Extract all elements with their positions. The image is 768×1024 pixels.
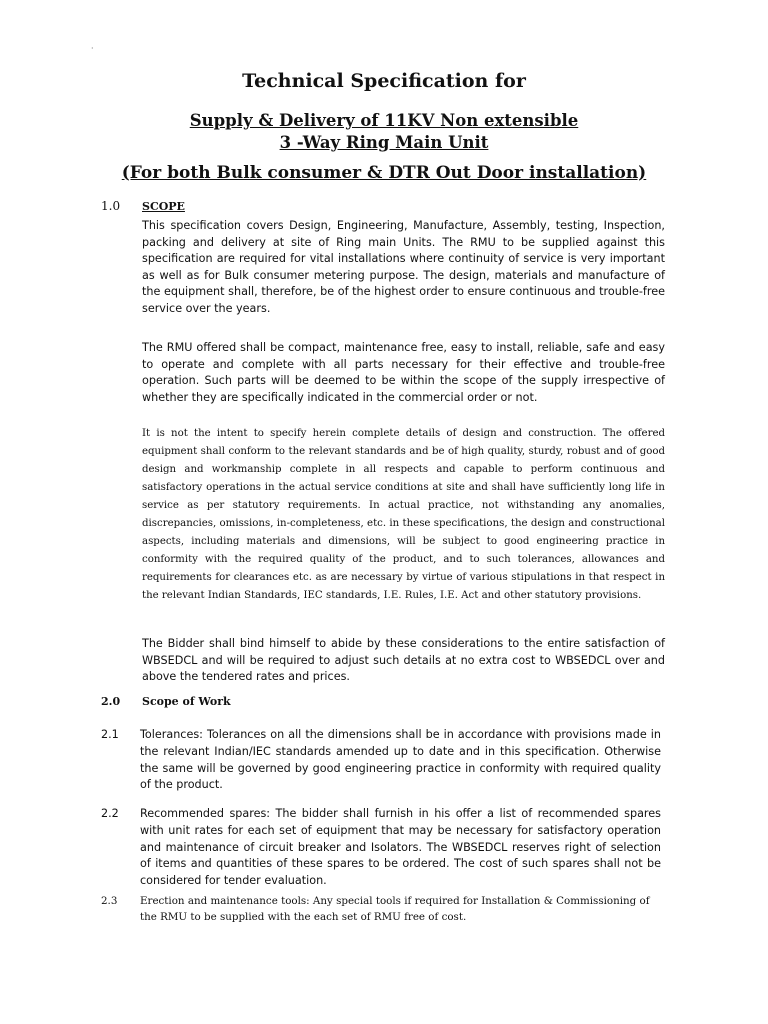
stray-mark: · [91, 44, 94, 53]
scope-paragraph-2: The RMU offered shall be compact, maintenance free, easy to install, reliable, safe and easy to operate and complete with all parts necessary for their effective and trouble-free operation. Such parts will be deemed to be within the scope of the supply irrespective of whether they are specifically indicated in the commercial order or not. [142, 341, 665, 404]
item-number: 2.3 [101, 895, 118, 907]
scope-paragraph-3: It is not the intent to specify herein complete details of design and construction. The offered equipment shall conform to the relevant standards and be of high quality, sturdy, robust and of good design and workmanship complete in all respects and capable to perform continuous and satisfactory operations in the actual service conditions at site and shall have sufficiently long life in service as per statutory requirements. In actual practice, not withstanding any anomalies, discrepancies, omissions, in-completeness, etc. in these specifications, the design and constructional aspects, including materials and dimensions, will be subject to good engineering practice in conformity with the required quality of the product, and to such tolerances, allowances and requirements for clearances etc. as are necessary by virtue of various stipulations in that respect in the relevant Indian Standards, IEC standards, I.E. Rules, I.E. Act and other statutory provisions. [142, 428, 665, 601]
scope-paragraph-4: The Bidder shall bind himself to abide by these considerations to the entire satisfaction of WBSEDCL and will be required to adjust such details at no extra cost to WBSEDCL over and above the tendered rates and prices. [142, 637, 665, 683]
section-number-scope-of-work: 2.0 [101, 695, 121, 708]
list-item [101, 727, 661, 794]
list-item [101, 806, 661, 890]
list-item [101, 894, 661, 925]
item-text: Tolerances: Tolerances on all the dimensions shall be in accordance with provisions made in the relevant Indian/IEC standards amended up to date and in this specification. Otherwise the same will be governed by good engineering practice in conformity with required quality of the product. [140, 728, 661, 792]
document-subtitle-line1: Supply & Delivery of 11KV Non extensible [189, 111, 579, 130]
item-text: Erection and maintenance tools: Any special tools if required for Installation & Commissioning of the RMU to be supplied with the each set of RMU free of cost. [140, 895, 650, 923]
scope-paragraph-1: This specification covers Design, Engineering, Manufacture, Assembly, testing, Inspection, packing and delivery at site of Ring main Units. The RMU to be supplied against this specification are required for vital installations where continuity of service is very important as well as for Bulk consumer metering purpose. The design, materials and manufacture of the equipment shall, therefore, be of the highest order to ensure continuous and trouble-free service over the years. [142, 219, 665, 315]
section-heading-scope: SCOPE [142, 200, 185, 213]
section-number-scope: 1.0 [101, 199, 121, 213]
document-title: Technical Specification for [242, 70, 526, 92]
document-subtitle-line3: (For both Bulk consumer & DTR Out Door installation) [121, 163, 647, 183]
item-text: Recommended spares: The bidder shall furnish in his offer a list of recommended spares with unit rates for each set of equipment that may be necessary for satisfactory operation and maintenance of circuit breaker and Isolators. The WBSEDCL reserves right of selection of items and quantities of these spares to be ordered. The cost of such spares shall not be considered for tender evaluation. [140, 807, 661, 888]
document-subtitle-line2: 3 -Way Ring Main Unit [279, 133, 489, 152]
section-heading-scope-of-work: Scope of Work [142, 695, 231, 708]
item-number: 2.1 [101, 728, 119, 741]
item-number: 2.2 [101, 807, 119, 820]
